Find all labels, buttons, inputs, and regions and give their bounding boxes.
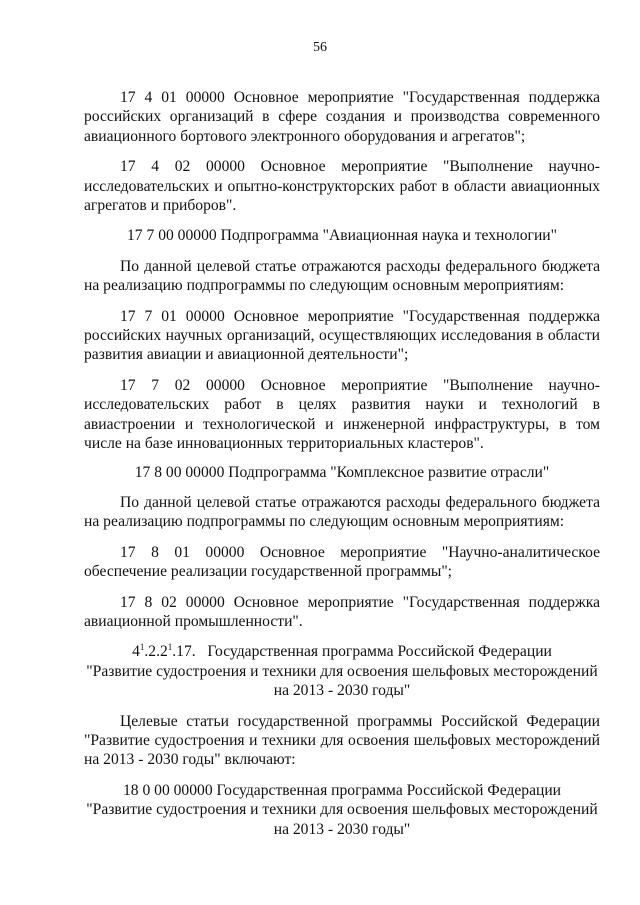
paragraph-subprogram-17-7-intro: По данной целевой статье отражаются расходы федерального бюджета на реализацию подпрограммы по следующим основным мероприятиям: xyxy=(84,257,600,295)
paragraph-target-articles-intro: Целевые статьи государственной программы Российской Федерации "Развитие судостроения и техники для освоения шельфовых месторождений на 2013 - 2030 годы" включают: xyxy=(84,712,600,769)
page-number: 56 xyxy=(313,40,327,55)
section-title-line1: Государственная программа Российской Федерации xyxy=(207,643,552,661)
section-heading-line1 xyxy=(84,642,600,661)
section-heading xyxy=(84,642,600,700)
paragraph-17-8-01: 17 8 01 00000 Основное мероприятие "Научно-аналитическое обеспечение реализации государственной программы"; xyxy=(84,543,600,581)
paragraph-17-7-01: 17 7 01 00000 Основное мероприятие "Государственная поддержка российских научных организаций, осуществляющих исследования в области развития авиации и авиационной деятельности"; xyxy=(84,307,600,364)
paragraph-17-8-02: 17 8 02 00000 Основное мероприятие "Государственная поддержка авиационной промышленности". xyxy=(84,593,600,630)
subprogram-heading-17-8: 17 8 00 00000 Подпрограмма "Комплексное развитие отрасли" xyxy=(134,463,550,481)
program-heading-18 xyxy=(84,781,600,839)
paragraph-subprogram-17-8-intro: По данной целевой статье отражаются расходы федерального бюджета на реализацию подпрограммы по следующим основным мероприятиям: xyxy=(84,493,600,531)
program-heading-line2: "Развитие судостроения и техники для освоения шельфовых месторождений xyxy=(86,801,598,819)
section-number: $4^1.2.2^1.17$. xyxy=(132,642,196,661)
subprogram-heading-17-7: 17 7 00 00000 Подпрограмма "Авиационная наука и технологии" xyxy=(127,227,557,245)
program-heading-line1: 18 0 00 00000 Государственная программа Российской Федерации xyxy=(122,781,562,799)
section-title-line2: "Развитие судостроения и техники для освоения шельфовых месторождений xyxy=(86,662,598,680)
program-heading-line3: на 2013 - 2030 годы" xyxy=(273,820,411,838)
paragraph-17-4-01: 17 4 01 00000 Основное мероприятие "Государственная поддержка российских организаций в сфере создания и производства современного авиационного бортового электронного оборудования и агрегатов"; xyxy=(84,89,600,145)
document-body xyxy=(84,88,600,839)
section-title-line3: на 2013 - 2030 годы" xyxy=(273,682,411,700)
paragraph-17-4-02: 17 4 02 00000 Основное мероприятие "Выполнение научно-исследовательских и опытно-конструкторских работ в области авиационных агрегатов и приборов". xyxy=(84,158,600,215)
paragraph-17-7-02: 17 7 02 00000 Основное мероприятие "Выполнение научно-исследовательских работ в целях развития науки и технологий в авиастроении и технологической и инженерной инфраструктуры, в том числе на базе инновационных территориальных кластеров". xyxy=(84,376,600,453)
